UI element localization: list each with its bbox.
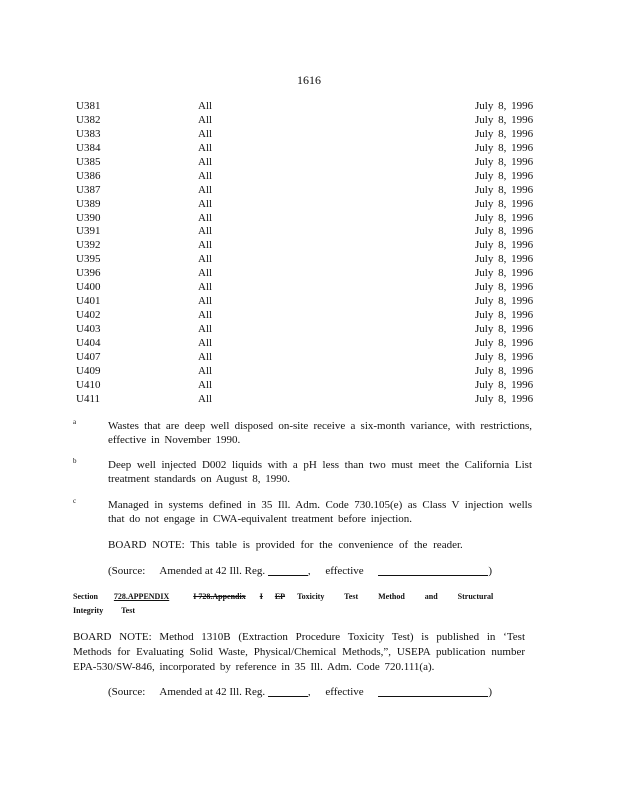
source-comma: , — [307, 686, 311, 698]
waste-code-table — [0, 100, 618, 407]
waste-code: U392 — [76, 239, 101, 252]
effective-date: July 8, 1996 — [475, 392, 534, 405]
waste-code: U381 — [76, 100, 101, 112]
waste-code: U395 — [76, 253, 101, 266]
waste-code: U390 — [76, 211, 101, 224]
table-row — [0, 184, 618, 198]
waste-scope: All — [198, 211, 213, 224]
table-row — [0, 337, 618, 351]
table-row — [0, 170, 618, 184]
waste-scope: All — [198, 127, 213, 140]
effective-date: July 8, 1996 — [475, 323, 534, 335]
waste-scope: All — [198, 295, 213, 308]
source-effective: effective — [325, 686, 364, 698]
effective-date: July 8, 1996 — [475, 211, 534, 224]
table-row — [0, 379, 618, 393]
effective-date: July 8, 1996 — [475, 155, 534, 168]
waste-code: U396 — [76, 267, 101, 280]
section-heading-words: Toxicity Test Method and Structural — [297, 592, 494, 601]
source-amended: Amended at 42 Ill. Reg. — [159, 565, 266, 577]
effective-date: July 8, 1996 — [475, 350, 534, 363]
waste-scope: All — [198, 113, 213, 126]
source-amended: Amended at 42 Ill. Reg. — [159, 686, 266, 698]
waste-scope: All — [198, 323, 213, 335]
waste-scope: All — [198, 336, 213, 349]
effective-date: July 8, 1996 — [475, 267, 534, 280]
effective-date: July 8, 1996 — [475, 253, 534, 266]
source-effective: effective — [325, 565, 364, 577]
section-line2-b: Test — [121, 606, 136, 615]
waste-code: U400 — [76, 281, 101, 294]
table-row — [0, 198, 618, 212]
source-line — [108, 565, 492, 577]
source-prefix: (Source: — [108, 565, 146, 577]
footnote-text: Deep well injected D002 liquids with a pH less than two must meet the California List treatment standards on August 8, 1990. — [108, 459, 532, 485]
footnote-text: Wastes that are deep well disposed on-site receive a six-month variance, with restrictions, effective in November 1990. — [108, 420, 532, 446]
effective-date: July 8, 1996 — [475, 225, 534, 238]
table-row — [0, 100, 618, 114]
source-suffix: ) — [488, 565, 493, 577]
waste-scope: All — [198, 183, 213, 196]
footnote-mark: b — [73, 457, 77, 465]
waste-scope: All — [198, 350, 213, 363]
table-row — [0, 156, 618, 170]
method-paragraph: BOARD NOTE: Method 1310B (Extraction Procedure Toxicity Test) is published in ‘Test Methods for Evaluating Solid Waste, Physical/Chemical Methods,”, USEPA publication number EPA-530/SW-846, incorporated by reference in 35 Ill. Adm. Code 720.111(a). — [73, 631, 525, 673]
waste-code: U403 — [76, 323, 101, 335]
footnote-mark: c — [73, 497, 77, 505]
waste-scope: All — [198, 169, 213, 182]
table-row — [0, 128, 618, 142]
waste-code: U386 — [76, 169, 101, 182]
waste-scope: All — [198, 253, 213, 266]
footnote-text: Managed in systems defined in 35 Ill. Adm. Code 730.105(e) as Class V injection wells that do not engage in CWA-equivalent treatment before injection. — [108, 499, 532, 525]
table-row — [0, 309, 618, 323]
table-row — [0, 239, 618, 253]
waste-code: U385 — [76, 155, 101, 168]
waste-scope: All — [198, 267, 213, 280]
waste-code: U387 — [76, 183, 101, 196]
effective-date: July 8, 1996 — [475, 336, 534, 349]
waste-code: U389 — [76, 197, 101, 210]
effective-date: July 8, 1996 — [475, 169, 534, 182]
waste-code: U410 — [76, 378, 101, 391]
effective-date: July 8, 1996 — [475, 364, 534, 377]
page-number: 1616 — [297, 73, 321, 87]
waste-code: U391 — [76, 225, 101, 238]
waste-code: U401 — [76, 295, 101, 308]
waste-scope: All — [198, 239, 213, 252]
table-row — [0, 323, 618, 337]
board-note: BOARD NOTE: This table is provided for the convenience of the reader. — [108, 539, 463, 551]
section-new-title: 728.APPENDIX — [113, 592, 170, 601]
waste-code: U407 — [76, 350, 101, 363]
table-row — [0, 142, 618, 156]
effective-date: July 8, 1996 — [475, 295, 534, 308]
waste-scope: All — [198, 309, 213, 322]
effective-date: July 8, 1996 — [475, 183, 534, 196]
section-label: Section — [73, 592, 98, 601]
source-comma: , — [307, 565, 311, 577]
footnote-mark: a — [73, 418, 77, 426]
waste-code: U383 — [76, 127, 101, 140]
waste-code: U402 — [76, 309, 101, 322]
source-line-2 — [108, 686, 492, 698]
effective-date: July 8, 1996 — [475, 239, 534, 252]
waste-code: U384 — [76, 141, 101, 154]
table-row — [0, 351, 618, 365]
waste-scope: All — [198, 378, 213, 391]
waste-scope: All — [198, 225, 213, 238]
effective-date: July 8, 1996 — [475, 309, 534, 322]
source-suffix: ) — [488, 686, 493, 698]
effective-blank — [378, 565, 488, 576]
section-struck-ep: EP — [274, 592, 286, 601]
effective-date: July 8, 1996 — [475, 281, 534, 294]
reg-blank — [268, 565, 308, 576]
effective-date: July 8, 1996 — [475, 141, 534, 154]
reg-blank — [268, 686, 308, 697]
waste-scope: All — [198, 141, 213, 154]
table-row — [0, 114, 618, 128]
section-heading — [73, 592, 493, 601]
effective-date: July 8, 1996 — [475, 197, 534, 210]
waste-code: U411 — [76, 392, 101, 405]
waste-scope: All — [198, 364, 213, 377]
waste-code: U404 — [76, 336, 101, 349]
table-row — [0, 295, 618, 309]
waste-code: U382 — [76, 113, 101, 126]
section-line2-a: Integrity — [73, 606, 104, 615]
effective-date: July 8, 1996 — [475, 113, 534, 126]
source-prefix: (Source: — [108, 686, 146, 698]
waste-code: U409 — [76, 364, 101, 377]
effective-date: July 8, 1996 — [475, 100, 534, 112]
waste-scope: All — [198, 281, 213, 294]
section-heading-line2 — [73, 606, 135, 615]
section-old-title: I 728.Appendix — [193, 592, 246, 601]
table-row — [0, 253, 618, 267]
table-row — [0, 393, 618, 407]
table-row — [0, 267, 618, 281]
effective-date: July 8, 1996 — [475, 378, 534, 391]
waste-scope: All — [198, 392, 213, 405]
table-row — [0, 212, 618, 226]
effective-date: July 8, 1996 — [475, 127, 534, 140]
waste-scope: All — [198, 100, 213, 112]
section-struck-letter: I — [259, 592, 263, 601]
table-row — [0, 365, 618, 379]
table-row — [0, 281, 618, 295]
waste-scope: All — [198, 197, 213, 210]
table-row — [0, 225, 618, 239]
waste-scope: All — [198, 155, 213, 168]
effective-blank — [378, 686, 488, 697]
